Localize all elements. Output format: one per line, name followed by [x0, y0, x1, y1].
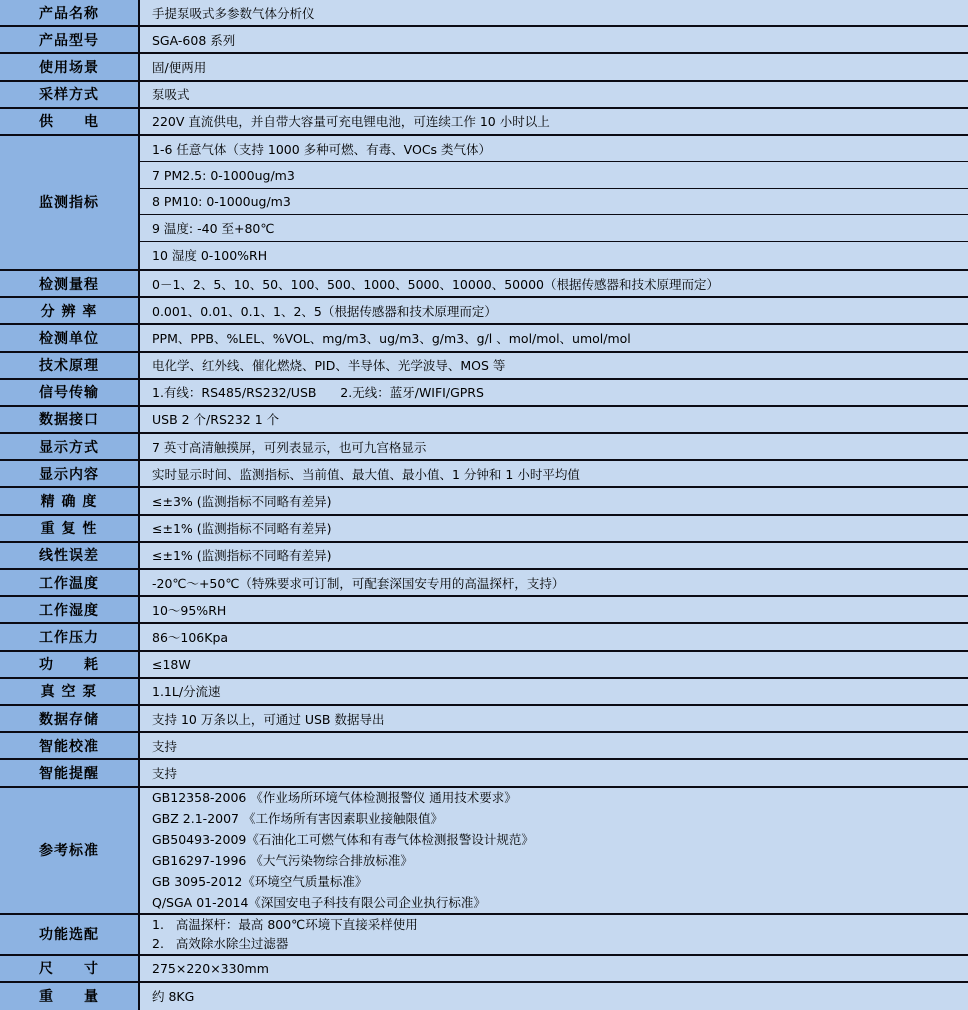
- reference-standard-list: [140, 788, 968, 913]
- spec-label: 功能选配: [0, 915, 140, 954]
- optional-function-item: 2. 高效除水除尘过滤器: [152, 936, 289, 951]
- spec-value: ≤±1% (监测指标不同略有差异): [140, 516, 968, 541]
- monitoring-indicator-item: 1-6 任意气体（支持 1000 多种可燃、有毒、VOCs 类气体）: [140, 136, 968, 163]
- optional-function-item: 1. 高温探杆：最高 800℃环境下直接采样使用: [152, 916, 418, 932]
- spec-label: 产品型号: [0, 27, 140, 52]
- spec-value: 10～95%RH: [140, 597, 968, 622]
- spec-label: 检测量程: [0, 271, 140, 296]
- monitoring-indicator-item: 10 湿度 0-100%RH: [152, 248, 268, 264]
- row-technical-principle: [0, 353, 968, 380]
- row-vacuum-pump: [0, 679, 968, 706]
- monitoring-indicator-list: [140, 136, 968, 269]
- row-power-consumption: [0, 652, 968, 679]
- row-smart-calibration: [0, 733, 968, 760]
- monitoring-indicator-item: 9 温度: -40 至+80℃: [140, 215, 968, 242]
- row-detection-range: [0, 271, 968, 298]
- spec-value: 7 英寸高清触摸屏，可列表显示，也可九宫格显示: [140, 434, 968, 459]
- monitoring-indicator-item: 7 PM2.5: 0-1000ug/m3: [140, 162, 968, 189]
- spec-value: 支持: [140, 733, 968, 758]
- spec-value: ≤±3% (监测指标不同略有差异): [140, 488, 968, 513]
- row-resolution: [0, 298, 968, 325]
- row-dimensions: [0, 956, 968, 983]
- spec-label: 功 耗: [0, 652, 140, 677]
- spec-label: 供 电: [0, 109, 140, 134]
- spec-label: 工作湿度: [0, 597, 140, 622]
- spec-label: 工作压力: [0, 624, 140, 649]
- row-data-storage: [0, 706, 968, 733]
- spec-label: 线性误差: [0, 543, 140, 568]
- row-weight: [0, 983, 968, 1010]
- spec-label: 智能校准: [0, 733, 140, 758]
- monitoring-indicator-item: 8 PM10: 0-1000ug/m3: [140, 189, 968, 216]
- spec-value: 电化学、红外线、催化燃烧、PID、半导体、光学波导、MOS 等: [140, 353, 968, 378]
- spec-value: -20℃～+50℃（特殊要求可订制，可配套深国安专用的高温探杆，支持）: [140, 570, 968, 595]
- reference-standard-item: GB 3095-2012《环境空气质量标准》: [152, 874, 368, 889]
- row-reference-standards: [0, 788, 968, 915]
- spec-value: 泵吸式: [140, 82, 968, 107]
- row-display-content: [0, 461, 968, 488]
- spec-value: 275×220×330mm: [140, 956, 968, 981]
- spec-value: 固/便两用: [140, 54, 968, 79]
- spec-value: 0.001、0.01、0.1、1、2、5（根据传感器和技术原理而定）: [140, 298, 968, 323]
- spec-value: 手提泵吸式多参数气体分析仪: [140, 0, 968, 25]
- spec-value: 支持 10 万条以上，可通过 USB 数据导出: [140, 706, 968, 731]
- reference-standard-item: GB12358-2006 《作业场所环境气体检测报警仪 通用技术要求》: [152, 790, 517, 805]
- row-monitoring-indicators: [0, 136, 968, 271]
- spec-label: 真 空 泵: [0, 679, 140, 704]
- spec-label: 监测指标: [0, 136, 140, 269]
- spec-label: 数据接口: [0, 407, 140, 432]
- row-data-interface: [0, 407, 968, 434]
- spec-value: 86～106Kpa: [140, 624, 968, 649]
- spec-label: 显示方式: [0, 434, 140, 459]
- row-smart-reminder: [0, 760, 968, 787]
- row-product-model: [0, 27, 968, 54]
- row-accuracy: [0, 488, 968, 515]
- row-product-name: [0, 0, 968, 27]
- spec-label: 参考标准: [0, 788, 140, 913]
- spec-value: ≤18W: [140, 652, 968, 677]
- optional-function-list: [140, 915, 968, 954]
- spec-value: PPM、PPB、%LEL、%VOL、mg/m3、ug/m3、g/m3、g/l 、mol/mol、umol/mol: [140, 325, 968, 350]
- spec-label: 重 量: [0, 983, 140, 1010]
- spec-value: USB 2 个/RS232 1 个: [140, 407, 968, 432]
- spec-value: 220V 直流供电，并自带大容量可充电锂电池，可连续工作 10 小时以上: [140, 109, 968, 134]
- spec-label: 数据存储: [0, 706, 140, 731]
- spec-value: SGA-608 系列: [140, 27, 968, 52]
- spec-label: 尺 寸: [0, 956, 140, 981]
- row-working-humidity: [0, 597, 968, 624]
- row-power-supply: [0, 109, 968, 136]
- spec-value: 支持: [140, 760, 968, 785]
- row-signal-transmission: [0, 380, 968, 407]
- row-working-temperature: [0, 570, 968, 597]
- spec-label: 工作温度: [0, 570, 140, 595]
- row-repeatability: [0, 516, 968, 543]
- spec-label: 显示内容: [0, 461, 140, 486]
- spec-label: 分 辨 率: [0, 298, 140, 323]
- spec-value: 约 8KG: [140, 983, 968, 1010]
- row-optional-functions: [0, 915, 968, 956]
- spec-label: 信号传输: [0, 380, 140, 405]
- spec-label: 精 确 度: [0, 488, 140, 513]
- spec-label: 重 复 性: [0, 516, 140, 541]
- spec-label: 使用场景: [0, 54, 140, 79]
- spec-value: ≤±1% (监测指标不同略有差异): [140, 543, 968, 568]
- row-usage-scenario: [0, 54, 968, 81]
- reference-standard-item: Q/SGA 01-2014《深国安电子科技有限公司企业执行标准》: [152, 895, 486, 910]
- spec-label: 产品名称: [0, 0, 140, 25]
- row-detection-unit: [0, 325, 968, 352]
- spec-value: 实时显示时间、监测指标、当前值、最大值、最小值、1 分钟和 1 小时平均值: [140, 461, 968, 486]
- row-linearity-error: [0, 543, 968, 570]
- spec-label: 检测单位: [0, 325, 140, 350]
- row-display-mode: [0, 434, 968, 461]
- spec-value: 1.1L/分流速: [140, 679, 968, 704]
- reference-standard-item: GB50493-2009《石油化工可燃气体和有毒气体检测报警设计规范》: [152, 832, 534, 847]
- spec-value: 1.有线：RS485/RS232/USB 2.无线：蓝牙/WIFI/GPRS: [140, 380, 968, 405]
- reference-standard-item: GB16297-1996 《大气污染物综合排放标准》: [152, 853, 413, 868]
- spec-value: 0－1、2、5、10、50、100、500、1000、5000、10000、50000（根据传感器和技术原理而定）: [140, 271, 968, 296]
- reference-standard-item: GBZ 2.1-2007 《工作场所有害因素职业接触限值》: [152, 811, 443, 826]
- spec-label: 技术原理: [0, 353, 140, 378]
- row-sampling-method: [0, 82, 968, 109]
- row-working-pressure: [0, 624, 968, 651]
- spec-label: 智能提醒: [0, 760, 140, 785]
- spec-label: 采样方式: [0, 82, 140, 107]
